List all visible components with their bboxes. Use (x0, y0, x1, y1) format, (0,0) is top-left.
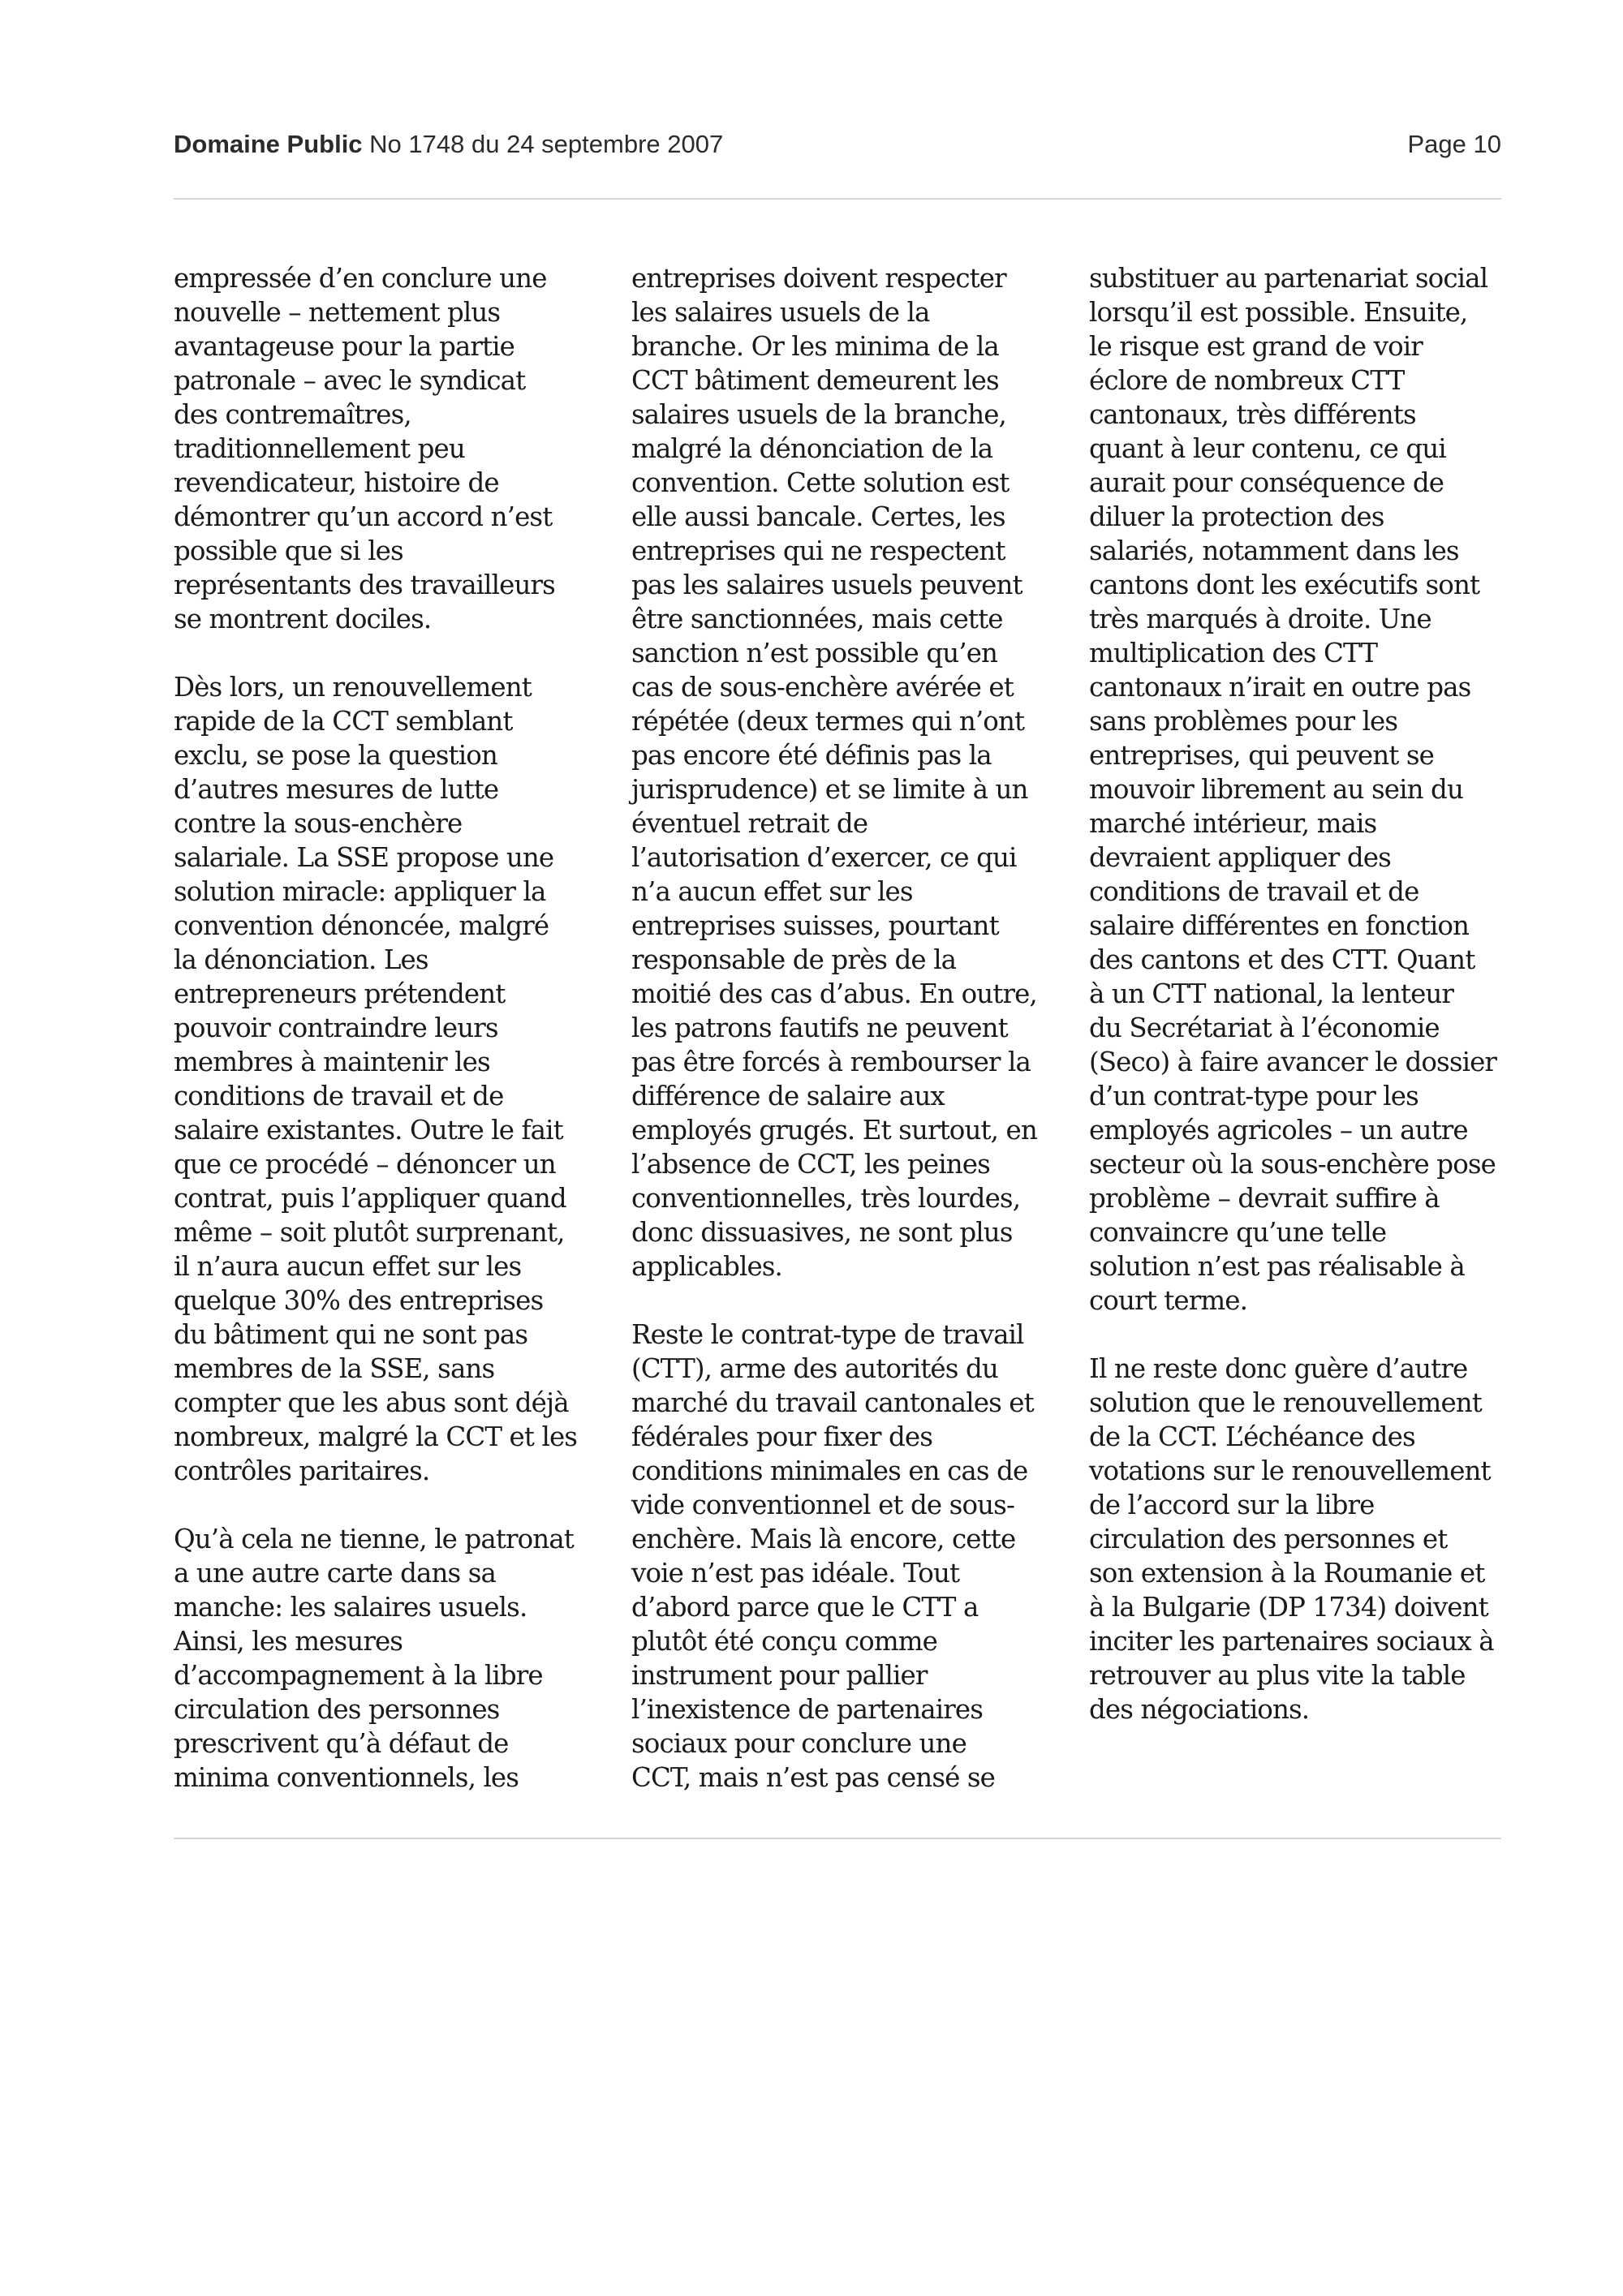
paragraph: Dès lors, un renouvellement rapide de la CCT semblant exclu, se pose la question d’autres mesures de lutte contre la sous-enchère salariale. La SSE propose une solution miracle: appliquer la convention dénoncée, malgré la dénonciation. Les entrepreneurs prétendent pouvoir contraindre leurs membres à maintenir les conditions de travail et de salaire existantes. Outre le fait que ce procédé – dénoncer un contrat, puis l’appliquer quand même – soit plutôt surprenant, il n’aura aucun effet sur les quelque 30% des entreprises du bâtiment qui ne sont pas membres de la SSE, sans compter que les abus sont déjà nombreux, malgré la CCT et les contrôles paritaires. (174, 672, 578, 1486)
paragraph: Il ne reste donc guère d’autre solution que le renouvellement de la CCT. L’échéance des votations sur le renouvellement de l’accord sur la libre circulation des personnes et son extension à la Roumanie et à la Bulgarie (DP 1734) doivent inciter les partenaires sociaux à retrouver au plus vite la table des négociations. (1089, 1353, 1494, 1725)
page-number: Page 10 (1407, 130, 1501, 158)
paragraph: Reste le contrat-type de travail (CTT), arme des autorités du marché du travail cantonales et fédérales pour fixer des conditions minimales en cas de vide conventionnel et de sous- enchère. Mais là encore, cette voie n’est pas idéale. Tout d’abord parce que le CTT a plutôt été conçu comme instrument pour pallier l’inexistence de partenaires sociaux pour conclure une CCT, mais n’est pas censé se (631, 1319, 1034, 1793)
text-column-3 (1089, 261, 1503, 1811)
paragraph: substituer au partenariat social lorsqu’il est possible. Ensuite, le risque est grand de voir éclore de nombreux CTT cantonaux, très différents quant à leur contenu, ce qui aurait pour conséquence de diluer la protection des salariés, notamment dans les cantons dont les exécutifs sont très marqués à droite. Une multiplication des CTT cantonaux n’irait en outre pas sans problèmes pour les entreprises, qui peuvent se mouvoir librement au sein du marché intérieur, mais devraient appliquer des conditions de travail et de salaire différentes en fonction des cantons et des CTT. Quant à un CTT national, la lenteur du Secrétariat à l’économie (Seco) à faire avancer le dossier d’un contrat-type pour les employés agricoles – un autre secteur où la sous-enchère pose problème – devrait suffire à convaincre qu’une telle solution n’est pas réalisable à court terme. (1089, 263, 1497, 1316)
paragraph: Qu’à cela ne tienne, le patronat a une autre carte dans sa manche: les salaires usuels. Ainsi, les mesures d’accompagnement à la libre circulation des personnes prescrivent qu’à défaut de minima conventionnels, les (174, 1524, 574, 1793)
article-body (174, 261, 1513, 1811)
paragraph: empressée d’en conclure une nouvelle – nettement plus avantageuse pour la partie patronale – avec le syndicat des contremaîtres, traditionnellement peu revendicateur, histoire de démontrer qu’un accord n’est possible que si les représentants des travailleurs se montrent dociles. (174, 263, 555, 634)
page-header (174, 130, 1501, 170)
text-column-2 (631, 261, 1045, 1811)
paragraph: entreprises doivent respecter les salaires usuels de la branche. Or les minima de la CCT bâtiment demeurent les salaires usuels de la branche, malgré la dénonciation de la convention. Cette solution est elle aussi bancale. Certes, les entreprises qui ne respectent pas les salaires usuels peuvent être sanctionnées, mais cette sanction n’est possible qu’en cas de sous-enchère avérée et répétée (deux termes qui n’ont pas encore été définis pas la jurisprudence) et se limite à un éventuel retrait de l’autorisation d’exercer, ce qui n’a aucun effet sur les entreprises suisses, pourtant responsable de près de la moitié des cas d’abus. En outre, les patrons fautifs ne peuvent pas être forcés à rembourser la différence de salaire aux employés grugés. Et surtout, en l’absence de CCT, les peines conventionnelles, très lourdes, donc dissuasives, ne sont plus applicables. (631, 263, 1037, 1282)
issue-info: No 1748 du 24 septembre 2007 (369, 130, 724, 158)
footer-divider (174, 1838, 1501, 1839)
publication-name: Domaine Public (174, 130, 363, 158)
text-column-1 (174, 261, 588, 1811)
header-divider (174, 198, 1501, 200)
